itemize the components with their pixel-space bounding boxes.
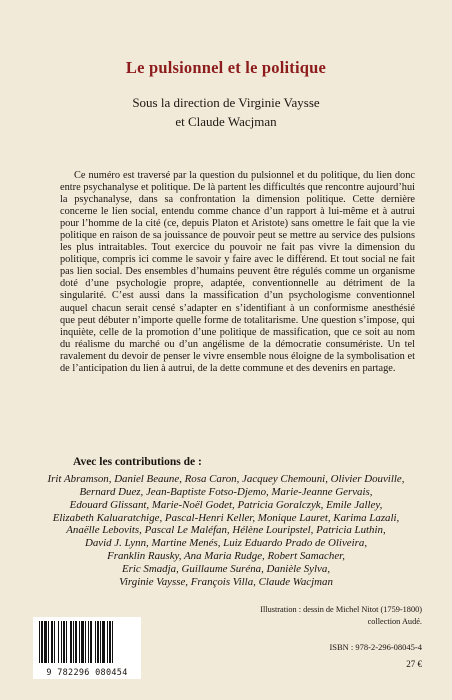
barcode-bar [81, 621, 84, 663]
contributors-line: Elizabeth Kaluaratchige, Pascal-Henri Keller, Monique Lauret, Karima Lazali, [52, 511, 400, 524]
barcode-bar [97, 621, 99, 663]
contributors-line: Irit Abramson, Daniel Beaune, Rosa Caron, Jacquey Chemouni, Olivier Douville, [47, 473, 405, 485]
barcode-bar [58, 621, 59, 663]
barcode-bar [41, 621, 43, 663]
contributors-line: David J. Lynn, Martine Menés, Luiz Eduardo Prado de Oliveira, [84, 537, 368, 550]
barcode-bar [88, 621, 89, 663]
barcode-bar [39, 621, 40, 663]
barcode-bar [75, 621, 77, 663]
editors-subtitle [0, 93, 452, 131]
illustration-credit [260, 604, 422, 628]
contributors-line: Anaëlle Lebovits, Pascal Le Maléfan, Hélène Louripstel, Patricia Luthin, [66, 524, 386, 537]
contributors-list [20, 473, 432, 589]
contributions-heading: Avec les contributions de : [73, 456, 202, 468]
illustration-line: collection Audé. [367, 617, 422, 626]
barcode-bar [54, 621, 55, 663]
price-text: 27 € [406, 659, 422, 669]
barcode-bar [73, 621, 74, 663]
barcode-bar [51, 621, 53, 663]
contributors-line: Edouard Glissant, Marie-Noël Godet, Patricia Goralczyk, Emile Jalley, [69, 498, 383, 511]
book-title: Le pulsionnel et le politique [125, 58, 327, 77]
barcode-bars-icon [33, 617, 141, 667]
barcode-bar [63, 621, 65, 663]
barcode-bar [85, 621, 86, 663]
subtitle-line: et Claude Wacjman [175, 114, 277, 129]
barcode-bar [95, 621, 96, 663]
barcode-bar [90, 621, 92, 663]
contributors-line: Eric Smadja, Guillaume Suréna, Danièle Sylva, [121, 562, 331, 575]
barcode-bar [102, 621, 105, 663]
barcode-bar [44, 621, 47, 663]
contributors-line: Franklin Rausky, Ana Maria Rudge, Robert Samacher, [107, 550, 345, 563]
barcode [33, 617, 141, 679]
illustration-line: Illustration : dessin de Michel Nitot (1759-1800) [260, 605, 422, 614]
barcode-bar [109, 621, 111, 663]
contributors-line: Bernard Duez, Jean-Baptiste Fotso-Djemo, Marie-Jeanne Gervais, [79, 485, 373, 498]
barcode-bar [66, 621, 67, 663]
barcode-number: 9 782296 080454 [46, 668, 128, 678]
subtitle-line: Sous la direction de Virginie Vaysse [132, 95, 320, 110]
barcode-bar [48, 621, 49, 663]
barcode-bar [61, 621, 62, 663]
barcode-bar [107, 621, 108, 663]
barcode-bar [112, 621, 113, 663]
barcode-bar [70, 621, 72, 663]
barcode-bar [100, 621, 101, 663]
contributors-line: Virginie Vaysse, François Villa, Claude Wacjman [119, 575, 333, 588]
barcode-bar [79, 621, 80, 663]
isbn-text: ISBN : 978-2-296-08045-4 [329, 642, 422, 652]
blurb-paragraph: Ce numéro est traversé par la question du pulsionnel et du politique, du lien donc entre psychanalyse et politique. De là partent les difficultés que rencontre aujourd’hui la psychanalyse, dans sa confrontation la dimension politique. Cette dernière concerne le lien social, entendu comme chance d’un rapport à lui-même et à autrui pour l’homme de la cité (ce, depuis Platon et Aristote) sans omettre le fait que la vie politique en raison de sa jouissance de pouvoir peut se mettre au service des pulsions les plus intraitables. Tout exercice du pouvoir ne fait pas vivre la dimension du politique, compris ici comme le savoir y faire avec le différend. Et tout social ne fait pas lien social. Des ensembles d’humains peuvent être régulés comme un organisme doté d’une psychologie propre, adaptée, conventionnelle au détriment de la singularité. C’est aussi dans la massification d’un psychologisme conventionnel auquel chacun serait censé s’adapter en s’identifiant à un conformisme anesthésié que peut débuter n’importe quelle forme de totalitarisme. Une question s’impose, qui inquiète, celle de la promotion d’une politique de massification, que ce soit au nom du réalisme du marché ou d’un angélisme de la démocratie consumériste. Un tel ravalement du devoir de penser le vivre ensemble nous éloigne de la symbolisation et de l’anticipation du lien à autrui, de la dette commune et des devenirs en partage. [60, 170, 415, 374]
